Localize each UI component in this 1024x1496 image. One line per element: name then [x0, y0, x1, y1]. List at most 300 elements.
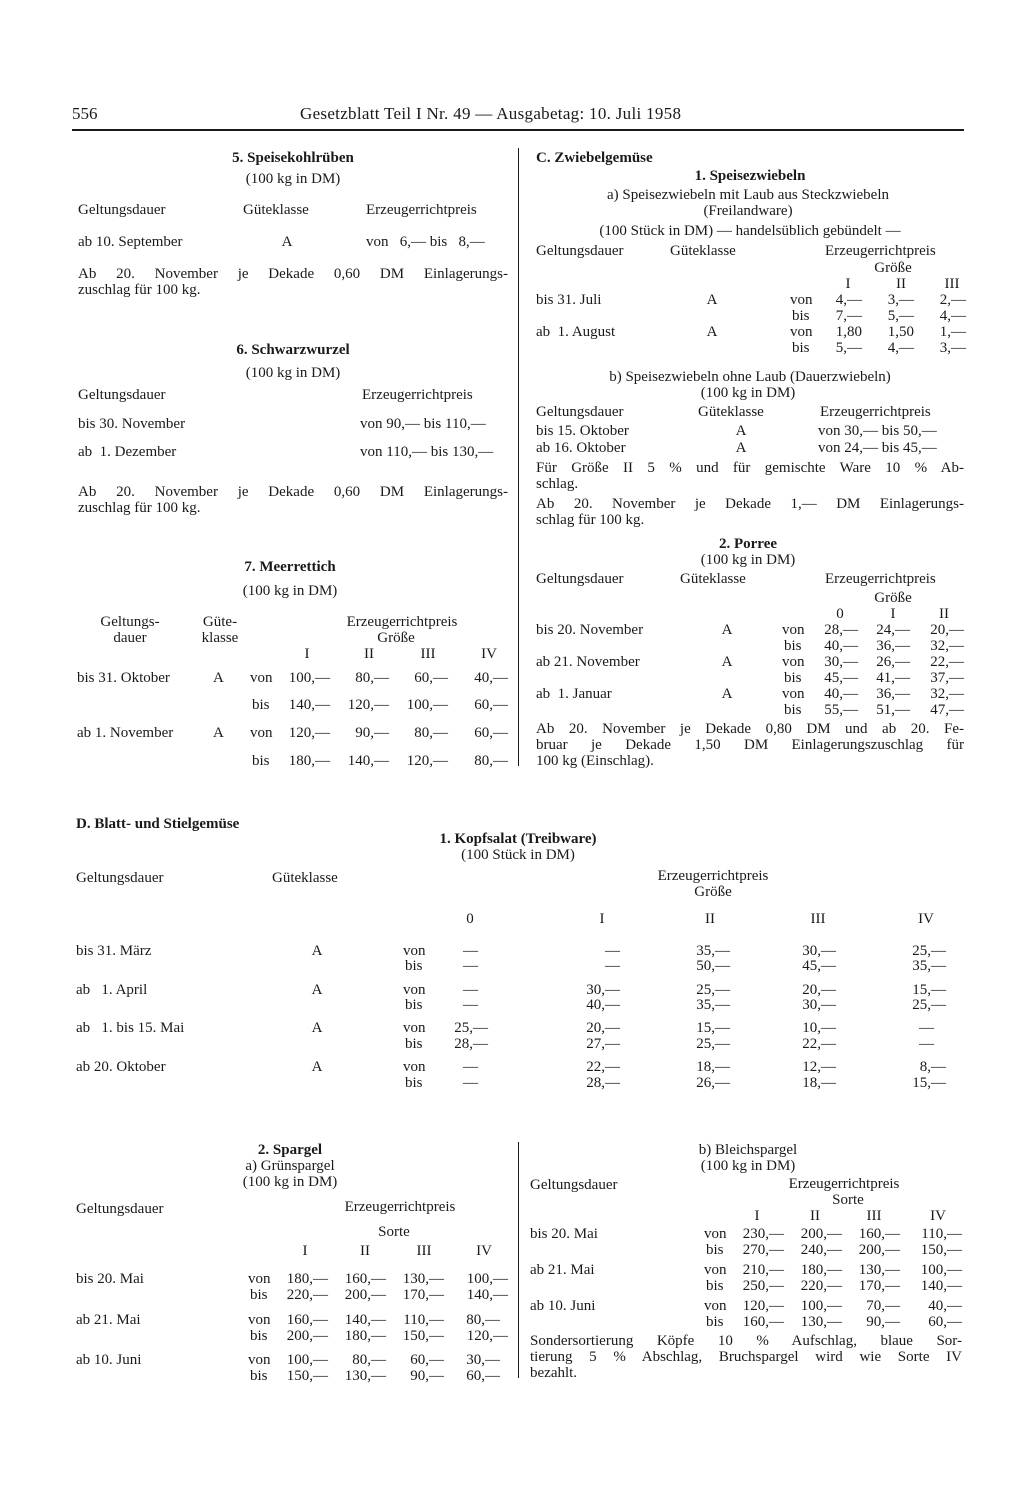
sD-row2-bis-I: 40,— [586, 997, 620, 1013]
sD-row1-bis: bis [405, 958, 423, 974]
sp-b-row1-von-III: 160,— [858, 1226, 900, 1242]
sD-size-0: 0 [466, 911, 474, 927]
sp-a-row1-bis-IV: 140,— [466, 1287, 508, 1303]
page-number: 556 [72, 104, 98, 123]
sp-b-row2-von-I: 210,— [742, 1262, 784, 1278]
sD-row1-von-0: — [463, 943, 478, 959]
s7-row1-von-I: 100,— [288, 670, 330, 686]
sD-row4-von-I: 22,— [586, 1059, 620, 1075]
sD-row4-bis-IV: 15,— [912, 1075, 946, 1091]
s7-row2-class: A [213, 725, 224, 741]
sD-size-III: III [810, 911, 826, 927]
sC-p-unit: (100 kg in DM) [700, 552, 796, 568]
sp-a-sort-I: I [302, 1243, 308, 1259]
sD-row4-bis-0: — [463, 1075, 478, 1091]
sD-row3-von-IV: — [919, 1020, 934, 1036]
sp-b-row3-von-IV: 40,— [928, 1298, 962, 1314]
sp-a-row2-von-IV: 80,— [466, 1312, 500, 1328]
sp-a-row2-bis-III: 150,— [402, 1328, 444, 1344]
sC-sub1: 1. Speisezwiebeln [694, 168, 806, 184]
sC-p-row2-von-I: 26,— [876, 654, 910, 670]
sp-b-row1-period: bis 20. Mai [530, 1226, 598, 1242]
sD-unit: (100 Stück in DM) [461, 847, 575, 863]
sp-a-row1-bis-III: 170,— [402, 1287, 444, 1303]
sC-b-col-price: Erzeugerrichtpreis [820, 404, 931, 420]
sC-p-size-II: II [939, 606, 949, 622]
s7-size-III: III [420, 646, 436, 662]
sC-p-row3-von-II: 32,— [930, 686, 964, 702]
sD-row4-bis-I: 28,— [586, 1075, 620, 1091]
sp-a-row2-period: ab 21. Mai [76, 1312, 141, 1328]
sC-b-col-class: Güteklasse [698, 404, 764, 420]
sC-p-row1-von-II: 20,— [930, 622, 964, 638]
sp-b-row3-von: von [704, 1298, 727, 1314]
sD-row2-von-II: 25,— [696, 982, 730, 998]
sp-b-row2-period: ab 21. Mai [530, 1262, 595, 1278]
sp-a-row3-von-II: 80,— [352, 1352, 386, 1368]
sC-p-row2-class: A [721, 654, 733, 670]
sp-b-row2-bis-II: 220,— [800, 1278, 842, 1294]
sD-row2-bis-0: — [463, 997, 478, 1013]
sC-p-row3-bis: bis [784, 702, 802, 718]
sD-row2-bis-III: 30,— [802, 997, 836, 1013]
sp-b-sort: Sorte [832, 1192, 864, 1208]
sD-row4-von-II: 18,— [696, 1059, 730, 1075]
sD-row3-bis-II: 25,— [696, 1036, 730, 1052]
sD-row2-bis-IV: 25,— [912, 997, 946, 1013]
page-header-title: Gesetzblatt Teil I Nr. 49 — Ausgabetag: 10. Juli 1958 [300, 104, 682, 123]
sp-a-col-period: Geltungsdauer [76, 1201, 164, 1217]
sC-a-row2-bis-I: 5,— [835, 340, 862, 356]
sp-b-row1-von-I: 230,— [742, 1226, 784, 1242]
sC-p-row3-period: ab 1. Januar [536, 686, 612, 702]
sC-a-row2-bis-III: 3,— [939, 340, 966, 356]
sD-row4-bis-III: 18,— [802, 1075, 836, 1091]
sD-row2-von: von [403, 982, 426, 998]
sD-row3-von: von [403, 1020, 426, 1036]
sp-b-sort-IV: IV [930, 1208, 946, 1224]
sC-a-unit: (100 Stück in DM) — handelsüblich gebündelt — [599, 223, 901, 239]
sD-row2-von-IV: 15,— [912, 982, 946, 998]
sC-a-row1-bis-II: 5,— [887, 308, 914, 324]
s5-col-price: Erzeugerrichtpreis [366, 202, 477, 218]
s7-size-II: II [364, 646, 374, 662]
sC-b-row1-class: A [735, 423, 747, 439]
sC-b-row2-price: von 24,— bis 45,— [818, 440, 937, 456]
sC-p-note [536, 721, 964, 769]
s7-col-period-2: dauer [113, 630, 147, 646]
sC-a-row2-von: von [790, 324, 813, 340]
sC-b-note2-line2: schlag für 100 kg. [536, 512, 645, 528]
sC-p-row1-von-0: 28,— [824, 622, 858, 638]
spargel-column-divider [518, 1142, 519, 1378]
header-rule [72, 129, 964, 131]
sp-a-sort-III: III [416, 1243, 432, 1259]
s7-unit: (100 kg in DM) [242, 583, 338, 599]
sD-row1-class: A [311, 943, 323, 959]
sp-b-row2-bis: bis [706, 1278, 724, 1294]
sC-p-row3-bis-II: 47,— [930, 702, 964, 718]
sp-b-note-line2: tierung 5 % Abschlag, Bruchspargel wird wie Sorte IV [530, 1349, 962, 1365]
s5-col-class: Güteklasse [243, 202, 309, 218]
s5-title: 5. Speisekohlrüben [232, 150, 354, 166]
sD-size-IV: IV [918, 911, 934, 927]
s6-row1-price: von 90,— bis 110,— [360, 416, 486, 432]
sp-b-row1-von: von [704, 1226, 727, 1242]
s6-col-period: Geltungsdauer [78, 387, 166, 403]
sC-p-row1-period: bis 20. November [536, 622, 644, 638]
sC-p-row2-bis: bis [784, 670, 802, 686]
sp-b-row2-von-II: 180,— [800, 1262, 842, 1278]
sp-b-row2-von: von [704, 1262, 727, 1278]
sD-row4-von-0: — [463, 1059, 478, 1075]
sp-a-row1-von-IV: 100,— [466, 1271, 508, 1287]
sp-a-row1-von: von [248, 1271, 271, 1287]
sC-b-row1-price: von 30,— bis 50,— [818, 423, 937, 439]
sC-p-row1-bis-I: 36,— [876, 638, 910, 654]
sD-row1-period: bis 31. März [76, 943, 152, 959]
sC-a-title1: a) Speisezwiebeln mit Laub aus Steckzwiebeln [607, 187, 889, 203]
sp-a-row3-bis-I: 150,— [286, 1368, 328, 1384]
sp-b-title: b) Bleichspargel [698, 1142, 798, 1158]
sD-row1-von-III: 30,— [802, 943, 836, 959]
sD-row4-period: ab 20. Oktober [76, 1059, 166, 1075]
sD-row1-bis-II: 50,— [696, 958, 730, 974]
sp-b-row1-bis-II: 240,— [800, 1242, 842, 1258]
sC-p-col-class: Güteklasse [680, 571, 746, 587]
sC-p-row2-period: ab 21. November [536, 654, 640, 670]
sp-b-row1-von-IV: 110,— [921, 1226, 962, 1242]
sp-b-row3-von-II: 100,— [800, 1298, 842, 1314]
sp-a-title: a) Grünspargel [245, 1158, 335, 1174]
sC-p-row3-von: von [782, 686, 805, 702]
sD-row3-von-III: 10,— [802, 1020, 836, 1036]
s7-row1-von: von [250, 670, 273, 686]
sD-row3-class: A [311, 1020, 323, 1036]
sC-a-row2-class: A [706, 324, 718, 340]
sD-row1-von-IV: 25,— [912, 943, 946, 959]
sC-p-note-line1: Ab 20. November je Dekade 0,80 DM und ab 20. Fe- [536, 721, 964, 737]
sD-row3-bis-III: 22,— [802, 1036, 836, 1052]
sC-b-note2-line1: Ab 20. November je Dekade 1,— DM Einlagerungs- [536, 496, 964, 512]
sC-a-row1-period: bis 31. Juli [536, 292, 602, 308]
sp-b-sort-II: II [810, 1208, 820, 1224]
sC-p-row2-bis-0: 45,— [824, 670, 858, 686]
sC-p-row1-class: A [721, 622, 733, 638]
sD-row2-bis: bis [405, 997, 423, 1013]
sC-a-row1-bis-III: 4,— [939, 308, 966, 324]
sC-p-row3-von-0: 40,— [824, 686, 858, 702]
s7-row2-von-IV: 60,— [474, 725, 508, 741]
sp-title: 2. Spargel [257, 1142, 323, 1158]
sp-b-row1-bis-IV: 150,— [920, 1242, 962, 1258]
sC-b-row2-period: ab 16. Oktober [536, 440, 626, 456]
s7-col-size: Größe [377, 630, 415, 646]
sC-p-row3-bis-I: 51,— [876, 702, 910, 718]
sC-a-col-price: Erzeugerrichtpreis [825, 243, 936, 259]
sp-a-row1-von-III: 130,— [402, 1271, 444, 1287]
sp-a-row3-bis-IV: 60,— [466, 1368, 500, 1384]
sC-a-col-class: Güteklasse [670, 243, 736, 259]
s6-note-line1: Ab 20. November je Dekade 0,60 DM Einlagerungs- [78, 484, 508, 500]
s7-row2-bis: bis [252, 753, 270, 769]
s7-row2-bis-II: 140,— [347, 753, 389, 769]
sD-row3-von-I: 20,— [586, 1020, 620, 1036]
sC-p-note-line2: bruar je Dekade 1,50 DM Einlagerungszuschlag für [536, 737, 964, 753]
sp-a-row1-bis-II: 200,— [344, 1287, 386, 1303]
sp-b-note-line1: Sondersortierung Köpfe 10 % Aufschlag, blaue Sor- [530, 1333, 962, 1349]
sD-row1-von-I: — [605, 943, 620, 959]
sC-b-title: b) Speisezwiebeln ohne Laub (Dauerzwiebeln) [609, 369, 891, 385]
sC-b-note1 [536, 460, 964, 492]
sC-b-note1-line2: schlag. [536, 476, 579, 492]
sC-a-row1-bis: bis [792, 308, 810, 324]
sC-b-row1-period: bis 15. Oktober [536, 423, 629, 439]
sC-b-row2-class: A [735, 440, 747, 456]
s7-col-class-1: Güte- [202, 614, 238, 630]
sD-size-I: I [599, 911, 605, 927]
s5-note [78, 266, 508, 298]
sp-b-row2-von-III: 130,— [858, 1262, 900, 1278]
sC-p-size-0: 0 [836, 606, 844, 622]
s5-price: von 6,— bis 8,— [366, 234, 485, 250]
sD-row4-bis-II: 26,— [696, 1075, 730, 1091]
sp-a-row3-bis-II: 130,— [344, 1368, 386, 1384]
sp-a-row3-von-IV: 30,— [466, 1352, 500, 1368]
sp-b-row2-bis-III: 170,— [858, 1278, 900, 1294]
sD-row2-period: ab 1. April [76, 982, 148, 998]
s5-class: A [281, 234, 293, 250]
sC-p-row2-von-0: 30,— [824, 654, 858, 670]
s7-row2-bis-I: 180,— [288, 753, 330, 769]
sp-a-row1-von-I: 180,— [286, 1271, 328, 1287]
s7-size-IV: IV [481, 646, 497, 662]
s6-row2-period: ab 1. Dezember [78, 444, 177, 460]
s6-note-line2: zuschlag für 100 kg. [78, 500, 201, 516]
s6-row2-price: von 110,— bis 130,— [360, 444, 494, 460]
s6-note [78, 484, 508, 516]
sC-a-row2-bis-II: 4,— [887, 340, 914, 356]
sD-row4-von: von [403, 1059, 426, 1075]
s6-row1-period: bis 30. November [78, 416, 186, 432]
sp-a-row2-von-III: 110,— [403, 1312, 444, 1328]
sp-b-row1-bis: bis [706, 1242, 724, 1258]
s7-row1-bis-II: 120,— [347, 697, 389, 713]
s5-note-line2: zuschlag für 100 kg. [78, 282, 201, 298]
sC-p-row2-von-II: 22,— [930, 654, 964, 670]
sp-a-sort-IV: IV [476, 1243, 492, 1259]
sp-a-row3-period: ab 10. Juni [76, 1352, 142, 1368]
sD-row2-class: A [311, 982, 323, 998]
sC-b-note1-line1: Für Größe II 5 % und für gemischte Ware 10 % Ab- [536, 460, 964, 476]
sC-a-row1-bis-I: 7,— [835, 308, 862, 324]
sp-b-row1-bis-I: 270,— [742, 1242, 784, 1258]
sC-a-col-period: Geltungsdauer [536, 243, 624, 259]
sD-row3-bis-0: 28,— [454, 1036, 488, 1052]
sD-row1-bis-0: — [463, 958, 478, 974]
sC-p-col-price: Erzeugerrichtpreis [825, 571, 936, 587]
sp-b-row2-bis-IV: 140,— [920, 1278, 962, 1294]
sp-b-row2-bis-I: 250,— [742, 1278, 784, 1294]
sC-p-row2-bis-I: 41,— [876, 670, 910, 686]
s7-row2-von: von [250, 725, 273, 741]
sp-b-row2-von-IV: 100,— [920, 1262, 962, 1278]
sD-row3-bis-IV: — [919, 1036, 934, 1052]
sp-b-row3-bis-II: 130,— [800, 1314, 842, 1330]
sC-a-size-III: III [944, 276, 960, 292]
s7-row1-von-IV: 40,— [474, 670, 508, 686]
sp-b-sort-I: I [754, 1208, 760, 1224]
sC-p-size: Größe [874, 590, 912, 606]
sC-p-row1-bis-0: 40,— [824, 638, 858, 654]
sD-row2-von-0: — [463, 982, 478, 998]
sp-a-row2-bis: bis [250, 1328, 268, 1344]
sC-p-note-line3: 100 kg (Einschlag). [536, 753, 654, 769]
sD-col-price: Erzeugerrichtpreis [657, 868, 769, 884]
sD-row3-bis-I: 27,— [586, 1036, 620, 1052]
sC-p-col-period: Geltungsdauer [536, 571, 624, 587]
sD-size: Größe [694, 884, 732, 900]
sC-a-size-II: II [896, 276, 906, 292]
sD-row1-von-II: 35,— [696, 943, 730, 959]
column-divider [518, 148, 519, 766]
sp-b-row3-bis-III: 90,— [866, 1314, 900, 1330]
sp-a-row1-von-II: 160,— [344, 1271, 386, 1287]
s7-row1-period: bis 31. Oktober [77, 670, 170, 686]
s5-note-line1: Ab 20. November je Dekade 0,60 DM Einlagerungs- [78, 266, 508, 282]
s7-row1-von-III: 60,— [414, 670, 448, 686]
sD-row3-von-0: 25,— [454, 1020, 488, 1036]
s7-row2-von-I: 120,— [288, 725, 330, 741]
s7-row1-bis-IV: 60,— [474, 697, 508, 713]
sC-p-row3-bis-0: 55,— [824, 702, 858, 718]
s7-row1-von-II: 80,— [355, 670, 389, 686]
sD-row2-von-I: 30,— [586, 982, 620, 998]
sp-a-row3-von-I: 100,— [286, 1352, 328, 1368]
sC-a-row1-class: A [706, 292, 718, 308]
sD-row3-von-II: 15,— [696, 1020, 730, 1036]
sp-b-col-period: Geltungsdauer [530, 1177, 618, 1193]
s6-col-price: Erzeugerrichtpreis [362, 387, 473, 403]
sC-p-row2-von: von [782, 654, 805, 670]
sC-a-row1-von-II: 3,— [887, 292, 914, 308]
sC-p-row3-von-I: 36,— [876, 686, 910, 702]
sC-p-row1-von: von [782, 622, 805, 638]
sp-a-row2-von: von [248, 1312, 271, 1328]
sp-a-row1-period: bis 20. Mai [76, 1271, 144, 1287]
s7-row2-von-II: 90,— [355, 725, 389, 741]
s7-col-period-1: Geltungs- [100, 614, 160, 630]
sp-a-row3-von: von [248, 1352, 271, 1368]
sC-p-row3-class: A [721, 686, 733, 702]
sp-b-row3-von-I: 120,— [742, 1298, 784, 1314]
sC-sub2: 2. Porree [718, 536, 778, 552]
sC-a-row1-von: von [790, 292, 813, 308]
sp-b-sort-III: III [866, 1208, 882, 1224]
sp-b-row3-von-III: 70,— [866, 1298, 900, 1314]
sp-b-row3-period: ab 10. Juni [530, 1298, 596, 1314]
sp-a-row2-bis-I: 200,— [286, 1328, 328, 1344]
sD-row4-von-III: 12,— [802, 1059, 836, 1075]
s7-row2-von-III: 80,— [414, 725, 448, 741]
sp-a-col-price: Erzeugerrichtpreis [344, 1199, 456, 1215]
sp-a-row2-von-II: 140,— [344, 1312, 386, 1328]
sC-b-unit: (100 kg in DM) [700, 385, 796, 401]
sC-a-size-I: I [845, 276, 851, 292]
s7-row1-bis-III: 100,— [406, 697, 448, 713]
s7-row2-bis-III: 120,— [406, 753, 448, 769]
sp-a-row1-bis: bis [250, 1287, 268, 1303]
sp-a-row3-bis: bis [250, 1368, 268, 1384]
sp-a-sort: Sorte [378, 1224, 410, 1240]
sp-b-row3-bis-IV: 60,— [928, 1314, 962, 1330]
sp-b-col-price: Erzeugerrichtpreis [788, 1176, 900, 1192]
sD-title: D. Blatt- und Stielgemüse [76, 816, 240, 832]
s7-row1-bis-I: 140,— [288, 697, 330, 713]
sC-a-row2-von-III: 1,— [939, 324, 966, 340]
s7-row2-period: ab 1. November [77, 725, 174, 741]
sD-row1-bis-I: — [605, 958, 620, 974]
sp-a-row2-bis-IV: 120,— [466, 1328, 508, 1344]
s7-col-class-2: klasse [201, 630, 239, 646]
sC-b-note2 [536, 496, 964, 528]
sp-a-row3-bis-III: 90,— [410, 1368, 444, 1384]
sp-b-row1-bis-III: 200,— [858, 1242, 900, 1258]
sD-row4-class: A [311, 1059, 323, 1075]
sp-a-unit: (100 kg in DM) [242, 1174, 338, 1190]
sC-a-row1-von-III: 2,— [939, 292, 966, 308]
sp-b-note [530, 1333, 962, 1381]
sC-b-col-period: Geltungsdauer [536, 404, 624, 420]
s5-unit: (100 kg in DM) [245, 171, 341, 187]
sC-a-row2-von-II: 1,50 [887, 324, 914, 340]
sp-b-unit: (100 kg in DM) [700, 1158, 796, 1174]
sC-a-row2-von-I: 1,80 [835, 324, 862, 340]
sp-a-row1-bis-I: 220,— [286, 1287, 328, 1303]
sC-a-title2: (Freilandware) [703, 203, 793, 219]
sp-b-note-line3: bezahlt. [530, 1365, 578, 1381]
sp-a-row3-von-III: 60,— [410, 1352, 444, 1368]
s6-unit: (100 kg in DM) [245, 365, 341, 381]
sC-a-row1-von-I: 4,— [835, 292, 862, 308]
s7-col-price: Erzeugerrichtpreis [346, 614, 458, 630]
sp-a-sort-II: II [360, 1243, 370, 1259]
s7-row1-class: A [213, 670, 224, 686]
sC-p-size-I: I [890, 606, 896, 622]
sD-sub1: 1. Kopfsalat (Treibware) [439, 831, 597, 847]
sD-row3-bis: bis [405, 1036, 423, 1052]
sD-col-period: Geltungsdauer [76, 870, 164, 886]
sp-a-row2-bis-II: 180,— [344, 1328, 386, 1344]
s7-row2-bis-IV: 80,— [474, 753, 508, 769]
sD-size-II: II [705, 911, 715, 927]
sD-row1-bis-IV: 35,— [912, 958, 946, 974]
s5-col-period: Geltungsdauer [78, 202, 166, 218]
s5-period: ab 10. September [78, 234, 183, 250]
sC-a-row2-period: ab 1. August [536, 324, 616, 340]
sD-row1-bis-III: 45,— [802, 958, 836, 974]
sD-row1-von: von [403, 943, 426, 959]
sC-a-size: Größe [874, 260, 912, 276]
sp-b-row3-bis-I: 160,— [742, 1314, 784, 1330]
sD-row3-period: ab 1. bis 15. Mai [76, 1020, 185, 1036]
sC-a-row2-bis: bis [792, 340, 810, 356]
s6-title: 6. Schwarzwurzel [236, 342, 350, 358]
sC-title: C. Zwiebelgemüse [536, 150, 653, 166]
s7-row1-bis: bis [252, 697, 270, 713]
sC-p-row2-bis-II: 37,— [930, 670, 964, 686]
sD-row2-bis-II: 35,— [696, 997, 730, 1013]
